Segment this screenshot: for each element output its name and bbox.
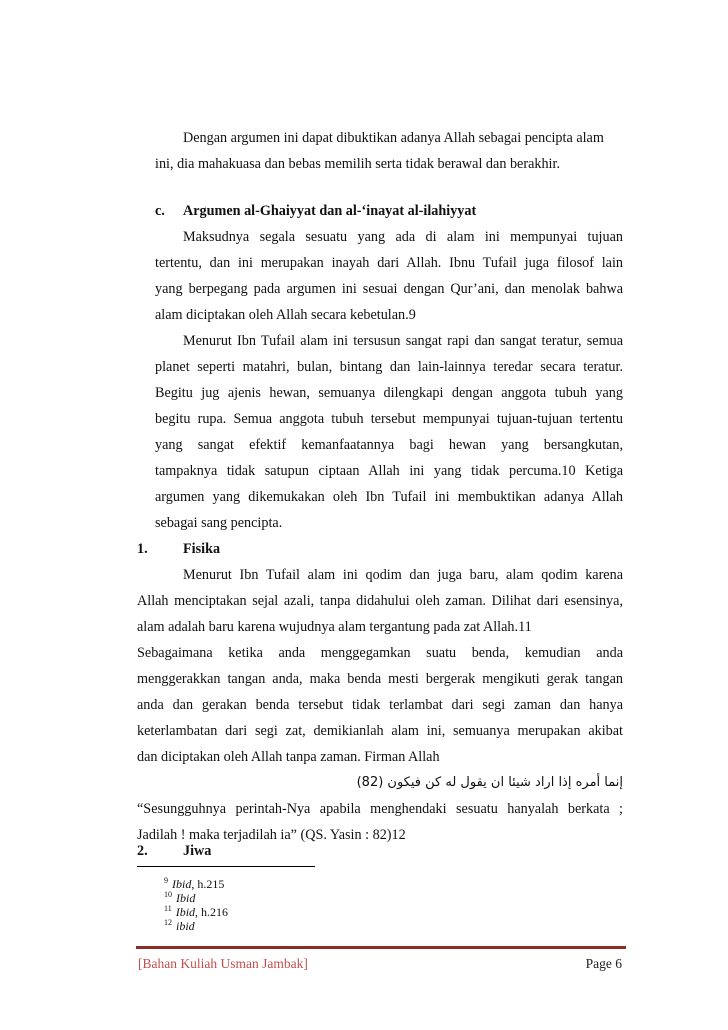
body-line: Allah menciptakan sejal azali, tanpa didahului oleh zaman. Dilihat dari esensinya,: [137, 593, 623, 609]
footnote: [164, 916, 195, 933]
body-line: tampaknya tidak satupun ciptaan Allah ini yang tidak percuma.10 Ketiga: [155, 463, 623, 479]
footnote-ref: Ibid: [175, 905, 196, 919]
translation-line: Jadilah ! maka terjadilah ia” (QS. Yasin : 82)12: [137, 827, 406, 843]
body-line: Sebagaimana ketika anda menggegamkan suatu benda, kemudian anda: [137, 645, 623, 661]
footnote-separator: [137, 866, 315, 867]
body-line: Menurut Ibn Tufail alam ini qodim dan juga baru, alam qodim karena: [183, 567, 623, 583]
footer-rule: [136, 946, 626, 949]
body-line: Begitu jug ajenis hewan, semuanya dilengkapi dengan anggota tubuh yang: [155, 385, 623, 401]
section-c-label: c.: [155, 203, 165, 219]
body-line: yang berpegang pada argumen ini sesuai dengan Qur’ani, dan menolak bahwa: [155, 281, 623, 297]
footnote-ref: ibid: [176, 919, 195, 933]
body-line: anda dan gerakan benda tersebut tidak terlambat dari segi zaman dan hanya: [137, 697, 623, 713]
body-line: keterlambatan dari segi zat, demikianlah alam ini, semuanya merupakan akibat: [137, 723, 623, 739]
body-line: dan diciptakan oleh Allah tanpa zaman. Firman Allah: [137, 749, 440, 765]
footnote-ref: Ibid: [176, 891, 196, 905]
footer-title: [Bahan Kuliah Usman Jambak]: [138, 956, 308, 971]
footnote-ref: Ibid: [172, 877, 192, 891]
body-line: menggerakkan tangan anda, maka benda mesti bergerak mengikuti gerak tangan: [137, 671, 623, 687]
body-line: begitu rupa. Semua anggota tubuh tersebut mempunyai tujuan-tujuan tertentu: [155, 411, 623, 427]
body-line: ini, dia mahakuasa dan bebas memilih serta tidak berawal dan berakhir.: [155, 156, 560, 172]
body-line: alam diciptakan oleh Allah secara kebetulan.9: [155, 307, 416, 323]
footnote-number: 12: [164, 918, 172, 927]
footnote-number: 10: [164, 890, 172, 899]
section-1-heading: Fisika: [183, 541, 221, 557]
body-line: Dengan argumen ini dapat dibuktikan adanya Allah sebagai pencipta alam: [183, 130, 604, 146]
section-2-heading: Jiwa: [183, 843, 212, 859]
body-line: argumen yang dikemukakan oleh Ibn Tufail ini membuktikan adanya Allah: [155, 489, 623, 505]
body-line: Maksudnya segala sesuatu yang ada di alam ini mempunyai tujuan: [183, 229, 623, 245]
body-line: tertentu, dan ini merupakan inayah dari Allah. Ibnu Tufail juga filosof lain: [155, 255, 623, 271]
footnote-page: , h.216: [195, 905, 229, 919]
arabic-verse: إنما أمره إذا اراد شيئا ان يقول له كن فيكون (82): [356, 775, 623, 790]
section-1-label: 1.: [137, 541, 148, 557]
footnote-number: 11: [164, 904, 172, 913]
body-line: yang sangat efektif kemanfaatannya bagi hewan yang bersangkutan,: [155, 437, 623, 453]
section-2-label: 2.: [137, 843, 148, 859]
body-line: alam adalah baru karena wujudnya alam tergantung pada zat Allah.11: [137, 619, 532, 635]
translation-line: “Sesungguhnya perintah-Nya apabila menghendaki sesuatu hanyalah berkata ;: [137, 801, 623, 817]
footnote-number: 9: [164, 876, 168, 885]
body-line: Menurut Ibn Tufail alam ini tersusun sangat rapi dan sangat teratur, semua: [183, 333, 623, 349]
body-line: planet seperti matahri, bulan, bintang dan lain-lainnya teredar secara teratur.: [155, 359, 623, 375]
footnote-page: , h.215: [191, 877, 225, 891]
page-number: Page 6: [585, 956, 622, 971]
body-line: sebagai sang pencipta.: [155, 515, 283, 531]
section-c-heading: Argumen al-Ghaiyyat dan al-‘inayat al-ilahiyyat: [183, 203, 477, 219]
